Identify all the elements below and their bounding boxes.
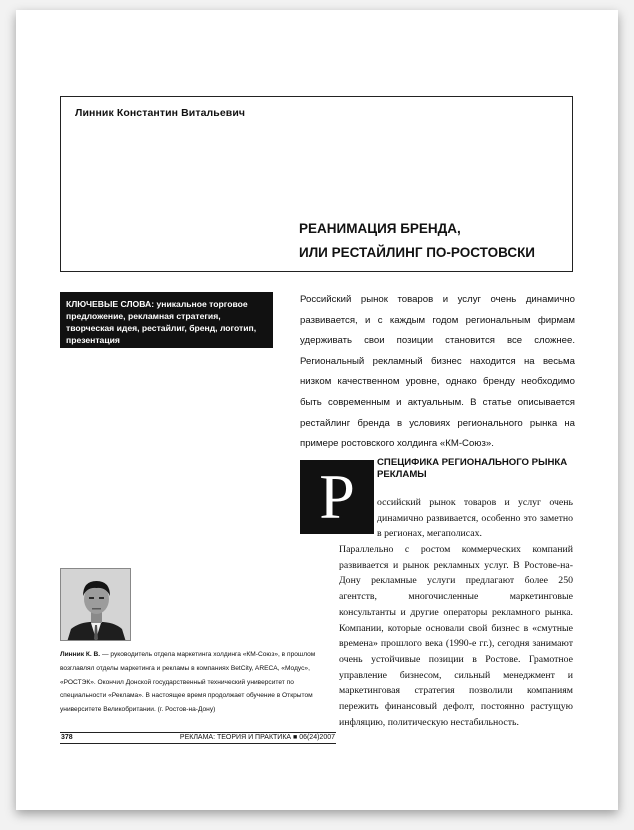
article-header-box — [60, 96, 573, 272]
page-number: 378 — [61, 734, 73, 741]
author-name: Линник Константин Витальевич — [75, 107, 246, 119]
title-line-2: ИЛИ РЕСТАЙЛИНГ ПО-РОСТОВСКИ — [299, 245, 536, 260]
keywords-box — [60, 292, 273, 348]
page-footer — [60, 732, 336, 744]
article-abstract: Российский рынок товаров и услуг очень динамично развивается, и с каждым годом региональным фирмам удерживать свои позиции становится все сложнее. Региональный рекламный бизнес находится на весьма низком качественном уровне, однако бренду необходимо быть современным и актуальным. В статье описывается рестайлинг бренда в условиях регионального рынка на примере ростовского холдинга «КМ-Союз». — [300, 294, 575, 450]
bio-name: Линник К. В. — [60, 651, 101, 658]
journal-info: РЕКЛАМА: ТЕОРИЯ И ПРАКТИКА ■ 06(24)2007 — [179, 734, 335, 741]
article-title — [299, 217, 535, 265]
author-photo — [60, 568, 131, 641]
body-text-first: оссийский рынок товаров и услуг очень динамично развивается, особенно это заметно в регионах, мегаполисах. — [377, 497, 573, 540]
drop-cap: Р — [300, 460, 374, 534]
keywords-label: КЛЮЧЕВЫЕ СЛОВА: — [66, 299, 155, 309]
author-bio — [60, 648, 336, 717]
journal-page — [16, 10, 618, 810]
author-portrait-icon — [61, 569, 131, 641]
keywords-text: уникальное торговое предложение, рекламная стратегия, творческая идея, рестайлиг, бренд, логотип, презентация — [66, 299, 257, 345]
title-line-1: РЕАНИМАЦИЯ БРЕНДА, — [299, 221, 461, 236]
section-heading: СПЕЦИФИКА РЕГИОНАЛЬНОГО РЫНКА РЕКЛАМЫ — [377, 457, 568, 480]
bio-text: — руководитель отдела маркетинга холдинга «КМ-Союз», в прошлом возглавлял отделы маркетинга и рекламы в компаниях BetCity, ARECA, «Модус», «РОСТЭК». Окончил Донской государственный технический университет по специальности «Реклама». В настоящее время продолжает обучение в Открытом университете Великобритании. (г. Ростов-на-Дону) — [60, 651, 316, 714]
body-text-rest: Параллельно с ростом коммерческих компаний развивается и рынок рекламных услуг. В Ростове-на-Дону рекламные услуги предлагают более 250 агентств, многочисленные маркетинговые консультанты и другие операторы рекламного рынка. Компании, которые основали свой бизнес в «смутные времена» прошлого века (1990-е гг.), сегодня занимают очень устойчивые позиции в Ростове. Грамотное управление бизнесом, сильный менеджмент и маркетинговая стратегия позволили компаниям пережить финансовый дефолт, постоянно растущую инфляцию, политическую нестабильность. — [339, 544, 573, 728]
